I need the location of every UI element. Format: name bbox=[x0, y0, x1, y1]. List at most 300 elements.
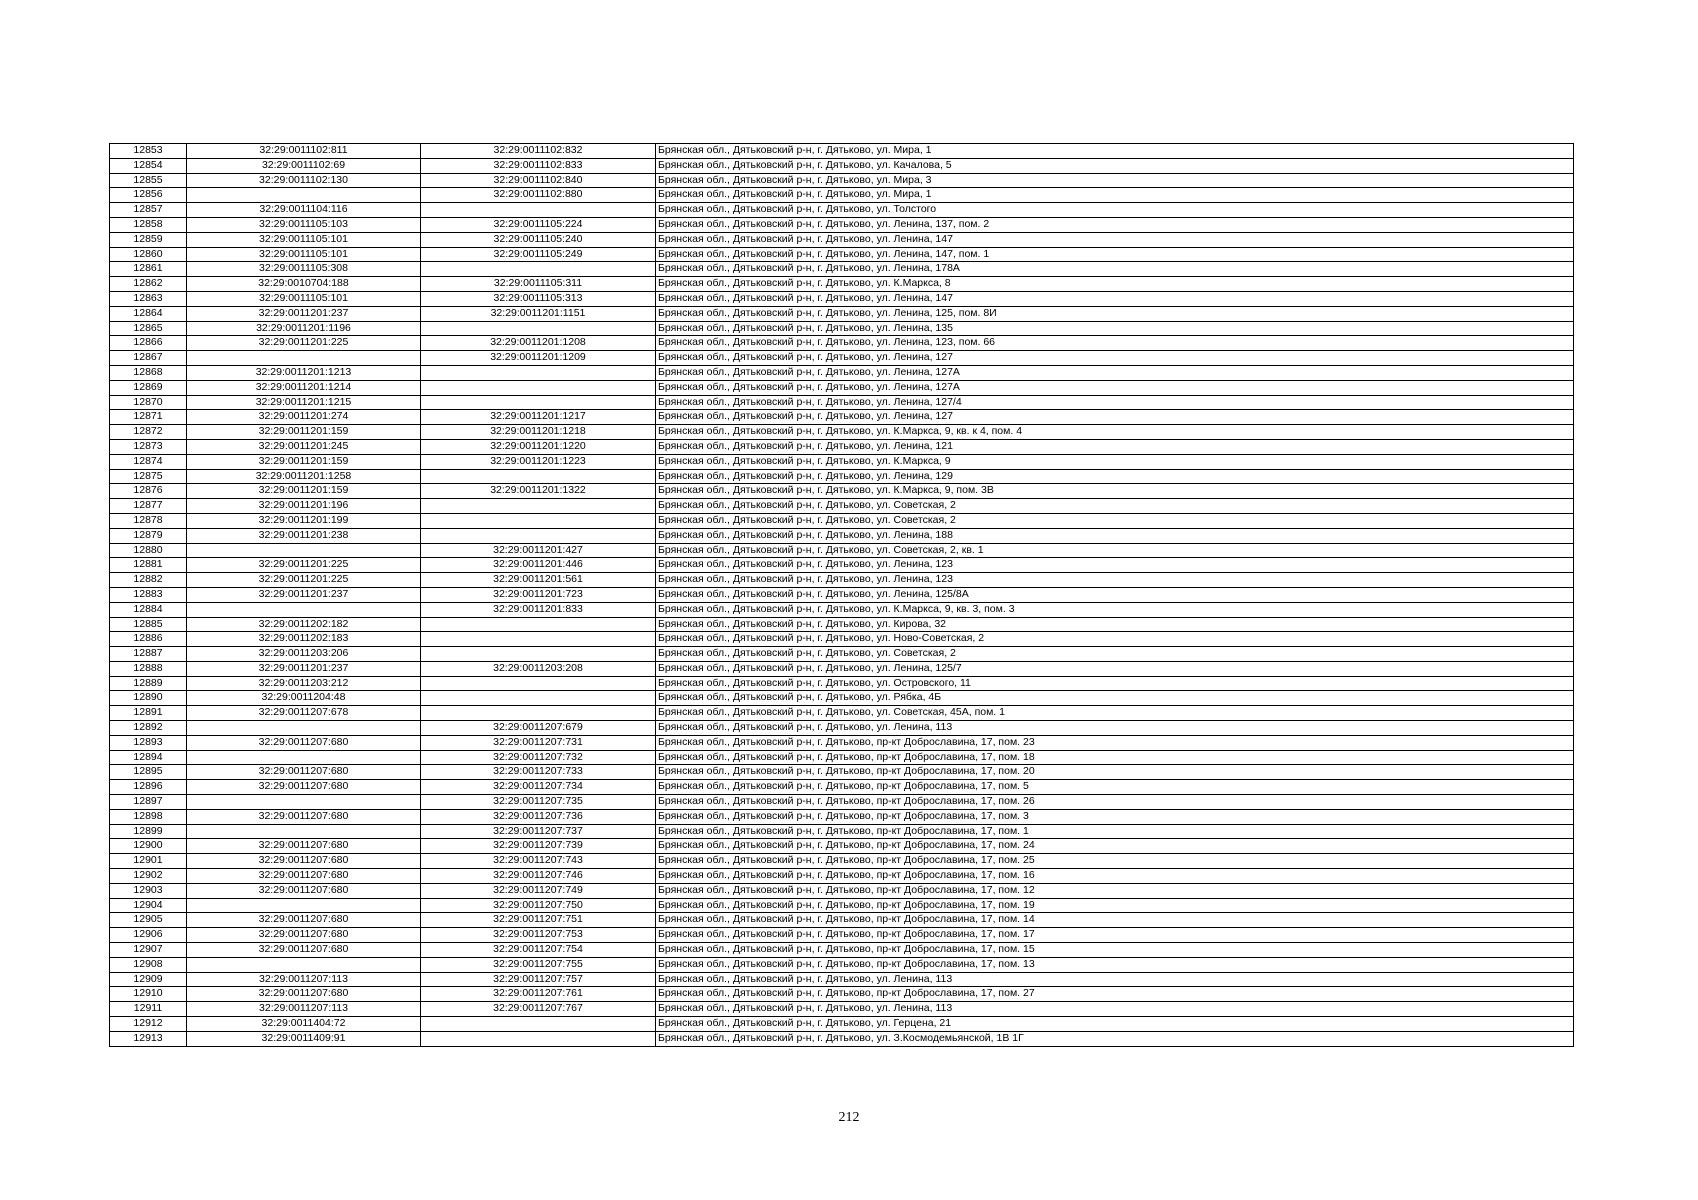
row-number-cell: 12867 bbox=[110, 351, 187, 366]
address-cell: Брянская обл., Дятьковский р-н, г. Дятьково, ул. Ленина, 147 bbox=[656, 232, 1574, 247]
object-cadastral-number-cell bbox=[421, 647, 656, 662]
address-cell: Брянская обл., Дятьковский р-н, г. Дятьково, ул. Ленина, 147, пом. 1 bbox=[656, 247, 1574, 262]
row-number-cell: 12898 bbox=[110, 809, 187, 824]
cadastral-number-cell: 32:29:0011201:1258 bbox=[187, 469, 421, 484]
row-number-cell: 12856 bbox=[110, 188, 187, 203]
address-cell: Брянская обл., Дятьковский р-н, г. Дятьково, пр-кт Доброславина, 17, пом. 12 bbox=[656, 883, 1574, 898]
object-cadastral-number-cell: 32:29:0011207:736 bbox=[421, 809, 656, 824]
object-cadastral-number-cell: 32:29:0011201:1217 bbox=[421, 410, 656, 425]
address-cell: Брянская обл., Дятьковский р-н, г. Дятьково, ул. Ленина, 135 bbox=[656, 321, 1574, 336]
cadastral-number-cell: 32:29:0011409:91 bbox=[187, 1031, 421, 1046]
object-cadastral-number-cell: 32:29:0011207:757 bbox=[421, 972, 656, 987]
address-cell: Брянская обл., Дятьковский р-н, г. Дятьково, пр-кт Доброславина, 17, пом. 14 bbox=[656, 913, 1574, 928]
row-number-cell: 12876 bbox=[110, 484, 187, 499]
row-number-cell: 12880 bbox=[110, 543, 187, 558]
address-cell: Брянская обл., Дятьковский р-н, г. Дятьково, пр-кт Доброславина, 17, пом. 19 bbox=[656, 898, 1574, 913]
table-row bbox=[110, 410, 1574, 425]
address-cell: Брянская обл., Дятьковский р-н, г. Дятьково, ул. Рябка, 4Б bbox=[656, 691, 1574, 706]
object-cadastral-number-cell bbox=[421, 617, 656, 632]
cadastral-number-cell: 32:29:0011203:206 bbox=[187, 647, 421, 662]
address-cell: Брянская обл., Дятьковский р-н, г. Дятьково, пр-кт Доброславина, 17, пом. 17 bbox=[656, 928, 1574, 943]
table-row bbox=[110, 854, 1574, 869]
cadastral-number-cell: 32:29:0011104:116 bbox=[187, 203, 421, 218]
cadastral-number-cell bbox=[187, 721, 421, 736]
object-cadastral-number-cell: 32:29:0011207:754 bbox=[421, 943, 656, 958]
row-number-cell: 12891 bbox=[110, 706, 187, 721]
table-row bbox=[110, 869, 1574, 884]
table-row bbox=[110, 395, 1574, 410]
address-cell: Брянская обл., Дятьковский р-н, г. Дятьково, ул. Ленина, 127А bbox=[656, 365, 1574, 380]
address-cell: Брянская обл., Дятьковский р-н, г. Дятьково, ул. Ленина, 113 bbox=[656, 721, 1574, 736]
object-cadastral-number-cell bbox=[421, 380, 656, 395]
row-number-cell: 12895 bbox=[110, 765, 187, 780]
table-row bbox=[110, 262, 1574, 277]
object-cadastral-number-cell: 32:29:0011105:249 bbox=[421, 247, 656, 262]
address-cell: Брянская обл., Дятьковский р-н, г. Дятьково, ул. Мира, 1 bbox=[656, 144, 1574, 159]
row-number-cell: 12907 bbox=[110, 943, 187, 958]
cadastral-number-cell: 32:29:0011201:159 bbox=[187, 484, 421, 499]
row-number-cell: 12897 bbox=[110, 795, 187, 810]
table-row bbox=[110, 499, 1574, 514]
table-row bbox=[110, 795, 1574, 810]
cadastral-number-cell: 32:29:0011203:212 bbox=[187, 676, 421, 691]
object-cadastral-number-cell: 32:29:0011201:723 bbox=[421, 587, 656, 602]
table-row bbox=[110, 765, 1574, 780]
object-cadastral-number-cell: 32:29:0011203:208 bbox=[421, 661, 656, 676]
object-cadastral-number-cell bbox=[421, 203, 656, 218]
cadastral-number-cell: 32:29:0011207:113 bbox=[187, 972, 421, 987]
address-cell: Брянская обл., Дятьковский р-н, г. Дятьково, ул. Островского, 11 bbox=[656, 676, 1574, 691]
table-row bbox=[110, 158, 1574, 173]
row-number-cell: 12889 bbox=[110, 676, 187, 691]
cadastral-number-cell: 32:29:0011207:680 bbox=[187, 883, 421, 898]
row-number-cell: 12862 bbox=[110, 277, 187, 292]
table-row bbox=[110, 528, 1574, 543]
row-number-cell: 12892 bbox=[110, 721, 187, 736]
address-cell: Брянская обл., Дятьковский р-н, г. Дятьково, ул. Советская, 2 bbox=[656, 647, 1574, 662]
row-number-cell: 12854 bbox=[110, 158, 187, 173]
row-number-cell: 12902 bbox=[110, 869, 187, 884]
table-row bbox=[110, 647, 1574, 662]
address-cell: Брянская обл., Дятьковский р-н, г. Дятьково, ул. Герцена, 21 bbox=[656, 1017, 1574, 1032]
row-number-cell: 12855 bbox=[110, 173, 187, 188]
address-cell: Брянская обл., Дятьковский р-н, г. Дятьково, ул. Мира, 1 bbox=[656, 188, 1574, 203]
object-cadastral-number-cell: 32:29:0011201:1151 bbox=[421, 306, 656, 321]
cadastral-number-cell: 32:29:0011105:103 bbox=[187, 217, 421, 232]
object-cadastral-number-cell: 32:29:0011102:833 bbox=[421, 158, 656, 173]
table-row bbox=[110, 365, 1574, 380]
cadastral-number-cell bbox=[187, 957, 421, 972]
address-cell: Брянская обл., Дятьковский р-н, г. Дятьково, ул. Ленина, 125/7 bbox=[656, 661, 1574, 676]
cadastral-number-cell: 32:29:0011201:237 bbox=[187, 587, 421, 602]
row-number-cell: 12893 bbox=[110, 735, 187, 750]
table-row bbox=[110, 883, 1574, 898]
cadastral-number-cell: 32:29:0011201:1215 bbox=[187, 395, 421, 410]
table-row bbox=[110, 602, 1574, 617]
row-number-cell: 12901 bbox=[110, 854, 187, 869]
object-cadastral-number-cell: 32:29:0011105:311 bbox=[421, 277, 656, 292]
object-cadastral-number-cell: 32:29:0011207:732 bbox=[421, 750, 656, 765]
table-row bbox=[110, 291, 1574, 306]
cadastral-number-cell: 32:29:0011201:237 bbox=[187, 306, 421, 321]
address-cell: Брянская обл., Дятьковский р-н, г. Дятьково, ул. Ленина, 127А bbox=[656, 380, 1574, 395]
object-cadastral-number-cell: 32:29:0011201:1218 bbox=[421, 425, 656, 440]
table-row bbox=[110, 558, 1574, 573]
table-row bbox=[110, 469, 1574, 484]
row-number-cell: 12909 bbox=[110, 972, 187, 987]
object-cadastral-number-cell: 32:29:0011102:832 bbox=[421, 144, 656, 159]
address-cell: Брянская обл., Дятьковский р-н, г. Дятьково, ул. Советская, 2 bbox=[656, 499, 1574, 514]
cadastral-number-cell: 32:29:0011207:680 bbox=[187, 987, 421, 1002]
cadastral-number-cell: 32:29:0011102:130 bbox=[187, 173, 421, 188]
cadastral-number-cell bbox=[187, 898, 421, 913]
object-cadastral-number-cell: 32:29:0011207:731 bbox=[421, 735, 656, 750]
address-cell: Брянская обл., Дятьковский р-н, г. Дятьково, ул. Советская, 2 bbox=[656, 513, 1574, 528]
address-cell: Брянская обл., Дятьковский р-н, г. Дятьково, ул. Ленина, 123 bbox=[656, 558, 1574, 573]
object-cadastral-number-cell: 32:29:0011105:313 bbox=[421, 291, 656, 306]
cadastral-number-cell: 32:29:0011201:245 bbox=[187, 439, 421, 454]
address-cell: Брянская обл., Дятьковский р-н, г. Дятьково, ул. Ленина, 121 bbox=[656, 439, 1574, 454]
row-number-cell: 12906 bbox=[110, 928, 187, 943]
object-cadastral-number-cell: 32:29:0011207:743 bbox=[421, 854, 656, 869]
address-cell: Брянская обл., Дятьковский р-н, г. Дятьково, ул. Ленина, 137, пом. 2 bbox=[656, 217, 1574, 232]
table-row bbox=[110, 306, 1574, 321]
table-row bbox=[110, 780, 1574, 795]
object-cadastral-number-cell bbox=[421, 632, 656, 647]
address-cell: Брянская обл., Дятьковский р-н, г. Дятьково, ул. Ново-Советская, 2 bbox=[656, 632, 1574, 647]
address-cell: Брянская обл., Дятьковский р-н, г. Дятьково, ул. З.Космодемьянской, 1В 1Г bbox=[656, 1031, 1574, 1046]
row-number-cell: 12905 bbox=[110, 913, 187, 928]
cadastral-number-cell: 32:29:0011201:225 bbox=[187, 573, 421, 588]
cadastral-number-cell: 32:29:0011202:183 bbox=[187, 632, 421, 647]
row-number-cell: 12874 bbox=[110, 454, 187, 469]
address-cell: Брянская обл., Дятьковский р-н, г. Дятьково, пр-кт Доброславина, 17, пом. 25 bbox=[656, 854, 1574, 869]
cadastral-number-cell: 32:29:0011201:274 bbox=[187, 410, 421, 425]
object-cadastral-number-cell: 32:29:0011207:761 bbox=[421, 987, 656, 1002]
registry-table bbox=[109, 143, 1574, 1047]
object-cadastral-number-cell: 32:29:0011207:737 bbox=[421, 824, 656, 839]
object-cadastral-number-cell: 32:29:0011207:746 bbox=[421, 869, 656, 884]
row-number-cell: 12913 bbox=[110, 1031, 187, 1046]
address-cell: Брянская обл., Дятьковский р-н, г. Дятьково, ул. Ленина, 113 bbox=[656, 972, 1574, 987]
table-row bbox=[110, 513, 1574, 528]
address-cell: Брянская обл., Дятьковский р-н, г. Дятьково, ул. Ленина, 127 bbox=[656, 351, 1574, 366]
address-cell: Брянская обл., Дятьковский р-н, г. Дятьково, ул. Мира, 3 bbox=[656, 173, 1574, 188]
row-number-cell: 12881 bbox=[110, 558, 187, 573]
address-cell: Брянская обл., Дятьковский р-н, г. Дятьково, пр-кт Доброславина, 17, пом. 16 bbox=[656, 869, 1574, 884]
row-number-cell: 12908 bbox=[110, 957, 187, 972]
cadastral-number-cell: 32:29:0011207:680 bbox=[187, 780, 421, 795]
cadastral-number-cell bbox=[187, 750, 421, 765]
address-cell: Брянская обл., Дятьковский р-н, г. Дятьково, пр-кт Доброславина, 17, пом. 18 bbox=[656, 750, 1574, 765]
object-cadastral-number-cell: 32:29:0011201:1220 bbox=[421, 439, 656, 454]
cadastral-number-cell: 32:29:0011207:680 bbox=[187, 854, 421, 869]
object-cadastral-number-cell bbox=[421, 499, 656, 514]
address-cell: Брянская обл., Дятьковский р-н, г. Дятьково, ул. Кирова, 32 bbox=[656, 617, 1574, 632]
object-cadastral-number-cell: 32:29:0011207:739 bbox=[421, 839, 656, 854]
table-row bbox=[110, 454, 1574, 469]
table-row bbox=[110, 913, 1574, 928]
address-cell: Брянская обл., Дятьковский р-н, г. Дятьково, ул. Ленина, 127/4 bbox=[656, 395, 1574, 410]
object-cadastral-number-cell: 32:29:0011201:1209 bbox=[421, 351, 656, 366]
cadastral-number-cell: 32:29:0011207:680 bbox=[187, 928, 421, 943]
object-cadastral-number-cell: 32:29:0011102:840 bbox=[421, 173, 656, 188]
object-cadastral-number-cell: 32:29:0011207:734 bbox=[421, 780, 656, 795]
cadastral-number-cell: 32:29:0011201:237 bbox=[187, 661, 421, 676]
cadastral-number-cell: 32:29:0011105:101 bbox=[187, 232, 421, 247]
address-cell: Брянская обл., Дятьковский р-н, г. Дятьково, ул. К.Маркса, 9, пом. 3В bbox=[656, 484, 1574, 499]
object-cadastral-number-cell: 32:29:0011102:880 bbox=[421, 188, 656, 203]
address-cell: Брянская обл., Дятьковский р-н, г. Дятьково, пр-кт Доброславина, 17, пом. 20 bbox=[656, 765, 1574, 780]
table-row bbox=[110, 247, 1574, 262]
object-cadastral-number-cell bbox=[421, 262, 656, 277]
cadastral-number-cell: 32:29:0011207:680 bbox=[187, 765, 421, 780]
row-number-cell: 12885 bbox=[110, 617, 187, 632]
object-cadastral-number-cell bbox=[421, 676, 656, 691]
table-row bbox=[110, 676, 1574, 691]
table-row bbox=[110, 972, 1574, 987]
cadastral-number-cell: 32:29:0011105:101 bbox=[187, 247, 421, 262]
row-number-cell: 12853 bbox=[110, 144, 187, 159]
cadastral-number-cell: 32:29:0011201:159 bbox=[187, 454, 421, 469]
address-cell: Брянская обл., Дятьковский р-н, г. Дятьково, пр-кт Доброславина, 17, пом. 1 bbox=[656, 824, 1574, 839]
row-number-cell: 12872 bbox=[110, 425, 187, 440]
cadastral-number-cell: 32:29:0011201:1214 bbox=[187, 380, 421, 395]
address-cell: Брянская обл., Дятьковский р-н, г. Дятьково, пр-кт Доброславина, 17, пом. 15 bbox=[656, 943, 1574, 958]
object-cadastral-number-cell: 32:29:0011201:833 bbox=[421, 602, 656, 617]
table-row bbox=[110, 573, 1574, 588]
cadastral-number-cell: 32:29:0011201:199 bbox=[187, 513, 421, 528]
cadastral-number-cell: 32:29:0011105:308 bbox=[187, 262, 421, 277]
cadastral-number-cell bbox=[187, 795, 421, 810]
table-row bbox=[110, 277, 1574, 292]
object-cadastral-number-cell: 32:29:0011207:749 bbox=[421, 883, 656, 898]
cadastral-number-cell: 32:29:0011201:1213 bbox=[187, 365, 421, 380]
cadastral-number-cell: 32:29:0011207:680 bbox=[187, 809, 421, 824]
cadastral-number-cell: 32:29:0011207:680 bbox=[187, 943, 421, 958]
row-number-cell: 12864 bbox=[110, 306, 187, 321]
address-cell: Брянская обл., Дятьковский р-н, г. Дятьково, пр-кт Доброславина, 17, пом. 13 bbox=[656, 957, 1574, 972]
table-row bbox=[110, 721, 1574, 736]
row-number-cell: 12868 bbox=[110, 365, 187, 380]
row-number-cell: 12865 bbox=[110, 321, 187, 336]
row-number-cell: 12896 bbox=[110, 780, 187, 795]
table-row bbox=[110, 543, 1574, 558]
address-cell: Брянская обл., Дятьковский р-н, г. Дятьково, ул. Качалова, 5 bbox=[656, 158, 1574, 173]
row-number-cell: 12884 bbox=[110, 602, 187, 617]
row-number-cell: 12910 bbox=[110, 987, 187, 1002]
address-cell: Брянская обл., Дятьковский р-н, г. Дятьково, ул. Ленина, 188 bbox=[656, 528, 1574, 543]
table-row bbox=[110, 217, 1574, 232]
table-row bbox=[110, 1002, 1574, 1017]
object-cadastral-number-cell: 32:29:0011207:679 bbox=[421, 721, 656, 736]
table-row bbox=[110, 351, 1574, 366]
cadastral-number-cell: 32:29:0011207:680 bbox=[187, 839, 421, 854]
object-cadastral-number-cell bbox=[421, 321, 656, 336]
row-number-cell: 12883 bbox=[110, 587, 187, 602]
row-number-cell: 12900 bbox=[110, 839, 187, 854]
row-number-cell: 12879 bbox=[110, 528, 187, 543]
table-row bbox=[110, 232, 1574, 247]
cadastral-number-cell: 32:29:0011202:182 bbox=[187, 617, 421, 632]
row-number-cell: 12870 bbox=[110, 395, 187, 410]
table-row bbox=[110, 321, 1574, 336]
row-number-cell: 12899 bbox=[110, 824, 187, 839]
cadastral-number-cell: 32:29:0011207:113 bbox=[187, 1002, 421, 1017]
object-cadastral-number-cell: 32:29:0011201:446 bbox=[421, 558, 656, 573]
row-number-cell: 12858 bbox=[110, 217, 187, 232]
address-cell: Брянская обл., Дятьковский р-н, г. Дятьково, ул. Толстого bbox=[656, 203, 1574, 218]
table-row bbox=[110, 839, 1574, 854]
address-cell: Брянская обл., Дятьковский р-н, г. Дятьково, ул. Ленина, 113 bbox=[656, 1002, 1574, 1017]
cadastral-number-cell: 32:29:0011201:196 bbox=[187, 499, 421, 514]
row-number-cell: 12904 bbox=[110, 898, 187, 913]
address-cell: Брянская обл., Дятьковский р-н, г. Дятьково, ул. Ленина, 129 bbox=[656, 469, 1574, 484]
cadastral-number-cell bbox=[187, 351, 421, 366]
table-row bbox=[110, 824, 1574, 839]
table-row bbox=[110, 617, 1574, 632]
object-cadastral-number-cell: 32:29:0011201:1208 bbox=[421, 336, 656, 351]
table-row bbox=[110, 750, 1574, 765]
table-row bbox=[110, 1031, 1574, 1046]
object-cadastral-number-cell bbox=[421, 1031, 656, 1046]
table-row bbox=[110, 380, 1574, 395]
object-cadastral-number-cell: 32:29:0011201:427 bbox=[421, 543, 656, 558]
address-cell: Брянская обл., Дятьковский р-н, г. Дятьково, ул. Ленина, 123 bbox=[656, 573, 1574, 588]
row-number-cell: 12890 bbox=[110, 691, 187, 706]
address-cell: Брянская обл., Дятьковский р-н, г. Дятьково, ул. Ленина, 125, пом. 8И bbox=[656, 306, 1574, 321]
address-cell: Брянская обл., Дятьковский р-н, г. Дятьково, ул. Ленина, 147 bbox=[656, 291, 1574, 306]
object-cadastral-number-cell: 32:29:0011105:240 bbox=[421, 232, 656, 247]
table-row bbox=[110, 587, 1574, 602]
cadastral-number-cell: 32:29:0011207:680 bbox=[187, 735, 421, 750]
address-cell: Брянская обл., Дятьковский р-н, г. Дятьково, ул. Советская, 2, кв. 1 bbox=[656, 543, 1574, 558]
row-number-cell: 12875 bbox=[110, 469, 187, 484]
object-cadastral-number-cell: 32:29:0011207:753 bbox=[421, 928, 656, 943]
object-cadastral-number-cell bbox=[421, 365, 656, 380]
cadastral-number-cell: 32:29:0011102:69 bbox=[187, 158, 421, 173]
table-row bbox=[110, 144, 1574, 159]
table-row bbox=[110, 632, 1574, 647]
cadastral-number-cell: 32:29:0011201:225 bbox=[187, 558, 421, 573]
address-cell: Брянская обл., Дятьковский р-н, г. Дятьково, пр-кт Доброславина, 17, пом. 27 bbox=[656, 987, 1574, 1002]
object-cadastral-number-cell bbox=[421, 691, 656, 706]
address-cell: Брянская обл., Дятьковский р-н, г. Дятьково, ул. К.Маркса, 9, кв. к 4, пом. 4 bbox=[656, 425, 1574, 440]
row-number-cell: 12882 bbox=[110, 573, 187, 588]
cadastral-number-cell: 32:29:0011207:680 bbox=[187, 913, 421, 928]
object-cadastral-number-cell: 32:29:0011201:1322 bbox=[421, 484, 656, 499]
cadastral-number-cell: 32:29:0011201:1196 bbox=[187, 321, 421, 336]
address-cell: Брянская обл., Дятьковский р-н, г. Дятьково, пр-кт Доброславина, 17, пом. 23 bbox=[656, 735, 1574, 750]
row-number-cell: 12894 bbox=[110, 750, 187, 765]
object-cadastral-number-cell bbox=[421, 395, 656, 410]
table-row bbox=[110, 1017, 1574, 1032]
table-row bbox=[110, 188, 1574, 203]
cadastral-number-cell: 32:29:0011201:225 bbox=[187, 336, 421, 351]
cadastral-number-cell bbox=[187, 824, 421, 839]
cadastral-number-cell: 32:29:0011204:48 bbox=[187, 691, 421, 706]
cadastral-number-cell: 32:29:0011404:72 bbox=[187, 1017, 421, 1032]
object-cadastral-number-cell bbox=[421, 706, 656, 721]
table-row bbox=[110, 336, 1574, 351]
cadastral-number-cell: 32:29:0011207:678 bbox=[187, 706, 421, 721]
table-row bbox=[110, 425, 1574, 440]
object-cadastral-number-cell: 32:29:0011207:733 bbox=[421, 765, 656, 780]
table-row bbox=[110, 898, 1574, 913]
table-row bbox=[110, 203, 1574, 218]
cadastral-number-cell bbox=[187, 602, 421, 617]
row-number-cell: 12878 bbox=[110, 513, 187, 528]
row-number-cell: 12871 bbox=[110, 410, 187, 425]
row-number-cell: 12859 bbox=[110, 232, 187, 247]
table-row bbox=[110, 928, 1574, 943]
address-cell: Брянская обл., Дятьковский р-н, г. Дятьково, ул. Ленина, 127 bbox=[656, 410, 1574, 425]
object-cadastral-number-cell bbox=[421, 528, 656, 543]
table-row bbox=[110, 735, 1574, 750]
object-cadastral-number-cell bbox=[421, 469, 656, 484]
row-number-cell: 12860 bbox=[110, 247, 187, 262]
table-row bbox=[110, 691, 1574, 706]
table-row bbox=[110, 957, 1574, 972]
cadastral-number-cell: 32:29:0011201:159 bbox=[187, 425, 421, 440]
row-number-cell: 12903 bbox=[110, 883, 187, 898]
object-cadastral-number-cell: 32:29:0011207:755 bbox=[421, 957, 656, 972]
registry-table-body bbox=[110, 144, 1574, 1047]
row-number-cell: 12866 bbox=[110, 336, 187, 351]
cadastral-number-cell: 32:29:0011201:238 bbox=[187, 528, 421, 543]
object-cadastral-number-cell: 32:29:0011207:767 bbox=[421, 1002, 656, 1017]
address-cell: Брянская обл., Дятьковский р-н, г. Дятьково, ул. К.Маркса, 9, кв. 3, пом. 3 bbox=[656, 602, 1574, 617]
page-number: 212 bbox=[838, 1110, 860, 1125]
row-number-cell: 12869 bbox=[110, 380, 187, 395]
row-number-cell: 12857 bbox=[110, 203, 187, 218]
cadastral-number-cell: 32:29:0010704:188 bbox=[187, 277, 421, 292]
table-row bbox=[110, 484, 1574, 499]
object-cadastral-number-cell: 32:29:0011105:224 bbox=[421, 217, 656, 232]
address-cell: Брянская обл., Дятьковский р-н, г. Дятьково, ул. Ленина, 178А bbox=[656, 262, 1574, 277]
row-number-cell: 12863 bbox=[110, 291, 187, 306]
object-cadastral-number-cell: 32:29:0011207:735 bbox=[421, 795, 656, 810]
object-cadastral-number-cell bbox=[421, 513, 656, 528]
address-cell: Брянская обл., Дятьковский р-н, г. Дятьково, ул. Советская, 45А, пом. 1 bbox=[656, 706, 1574, 721]
table-row bbox=[110, 173, 1574, 188]
object-cadastral-number-cell: 32:29:0011201:1223 bbox=[421, 454, 656, 469]
object-cadastral-number-cell: 32:29:0011207:751 bbox=[421, 913, 656, 928]
table-row bbox=[110, 439, 1574, 454]
row-number-cell: 12886 bbox=[110, 632, 187, 647]
row-number-cell: 12888 bbox=[110, 661, 187, 676]
row-number-cell: 12911 bbox=[110, 1002, 187, 1017]
object-cadastral-number-cell: 32:29:0011201:561 bbox=[421, 573, 656, 588]
address-cell: Брянская обл., Дятьковский р-н, г. Дятьково, пр-кт Доброславина, 17, пом. 26 bbox=[656, 795, 1574, 810]
address-cell: Брянская обл., Дятьковский р-н, г. Дятьково, ул. К.Маркса, 8 bbox=[656, 277, 1574, 292]
table-row bbox=[110, 943, 1574, 958]
row-number-cell: 12912 bbox=[110, 1017, 187, 1032]
cadastral-number-cell bbox=[187, 188, 421, 203]
object-cadastral-number-cell: 32:29:0011207:750 bbox=[421, 898, 656, 913]
table-row bbox=[110, 809, 1574, 824]
address-cell: Брянская обл., Дятьковский р-н, г. Дятьково, ул. Ленина, 123, пом. 66 bbox=[656, 336, 1574, 351]
cadastral-number-cell: 32:29:0011102:811 bbox=[187, 144, 421, 159]
table-row bbox=[110, 661, 1574, 676]
row-number-cell: 12861 bbox=[110, 262, 187, 277]
row-number-cell: 12873 bbox=[110, 439, 187, 454]
table-row bbox=[110, 706, 1574, 721]
cadastral-number-cell bbox=[187, 543, 421, 558]
address-cell: Брянская обл., Дятьковский р-н, г. Дятьково, пр-кт Доброславина, 17, пом. 3 bbox=[656, 809, 1574, 824]
address-cell: Брянская обл., Дятьковский р-н, г. Дятьково, пр-кт Доброславина, 17, пом. 5 bbox=[656, 780, 1574, 795]
row-number-cell: 12877 bbox=[110, 499, 187, 514]
